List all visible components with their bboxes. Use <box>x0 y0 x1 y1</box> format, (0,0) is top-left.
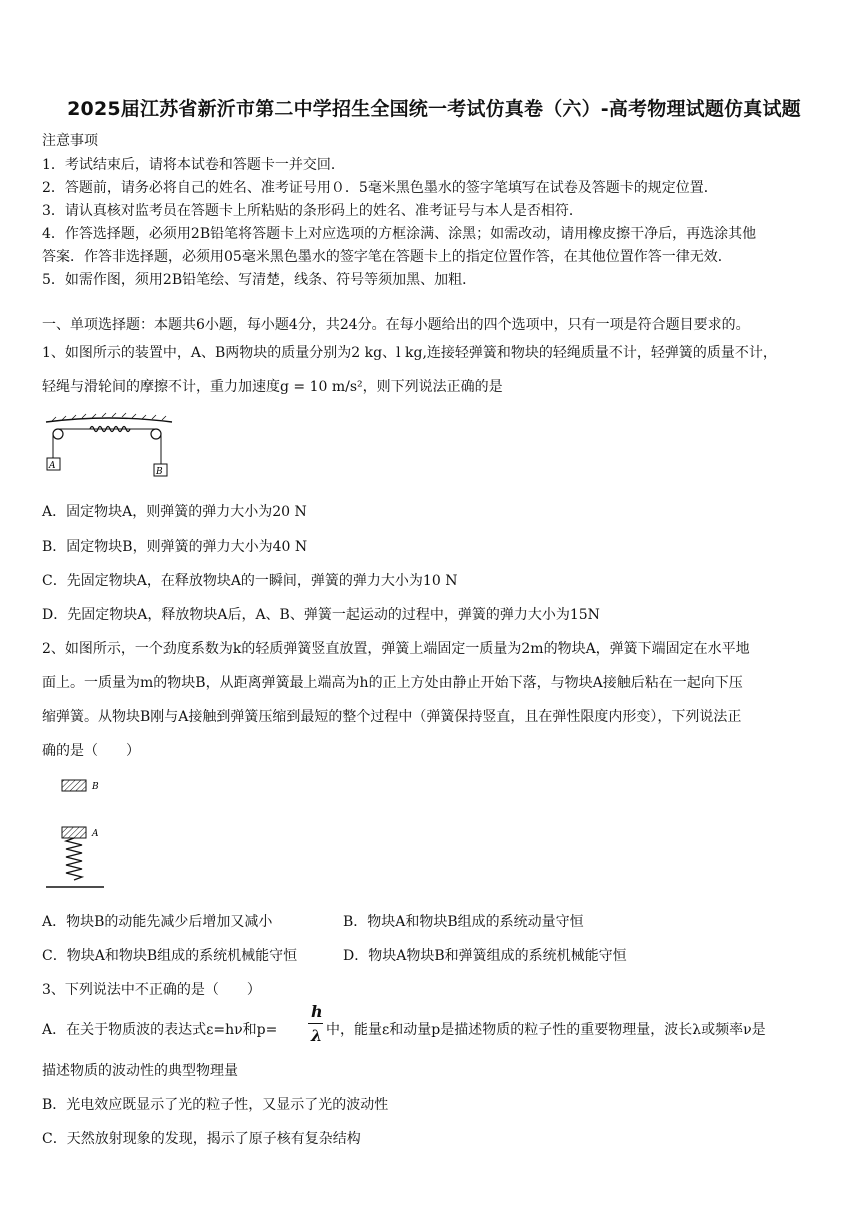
q2-label-b: B <box>92 782 99 792</box>
option-c: C．先固定物块A，在释放物块A的一瞬间，弹簧的弹力大小为10 N <box>42 573 458 589</box>
q1-label-a: A <box>49 461 56 471</box>
notice-heading: 注意事项 <box>42 133 98 149</box>
section-heading: 一、单项选择题：本题共6小题，每小题4分，共24分。在每小题给出的四个选项中，只有一项是符合题目要求的。 <box>42 317 750 333</box>
option-c: C．物块A和物块B组成的系统机械能守恒 <box>42 948 298 964</box>
question-stem: 2、如图所示，一个劲度系数为k的轻质弹簧竖直放置，弹簧上端固定一质量为2m的物块A，弹簧下端固定在水平地 <box>42 641 750 657</box>
fraction-denominator: λ <box>311 1026 323 1045</box>
option-a-continued: 描述物质的波动性的典型物理量 <box>42 1063 238 1079</box>
notice-item: 3．请认真核对监考员在答题卡上所粘贴的条形码上的姓名、准考证号与本人是否相符． <box>42 203 583 219</box>
question-stem: 3、下列说法中不正确的是（ ） <box>42 982 261 998</box>
notice-item: 2．答题前，请务必将自己的姓名、准考证号用０．5毫米黑色墨水的签字笔填写在试卷及答题卡的规定位置． <box>42 180 718 196</box>
notice-item: 5．如需作图，须用2B铅笔绘、写清楚，线条、符号等须加黑、加粗． <box>42 272 477 288</box>
question-stem: 轻绳与滑轮间的摩擦不计，重力加速度g = 10 m/s²，则下列说法正确的是 <box>42 379 503 395</box>
question-stem: 缩弹簧。从物块B刚与A接触到弹簧压缩到最短的整个过程中（弹簧保持竖直，且在弹性限度内形变），下列说法正 <box>42 709 742 725</box>
notice-item: 1．考试结束后，请将本试卷和答题卡一并交回． <box>42 157 345 173</box>
fraction-bar <box>308 1023 323 1024</box>
option-b: B．固定物块B，则弹簧的弹力大小为40 N <box>42 539 308 555</box>
q1-label-b: B <box>156 467 163 477</box>
option-b: B．物块A和物块B组成的系统动量守恒 <box>343 914 584 930</box>
fraction-numerator: h <box>311 1002 323 1021</box>
q2-figure <box>44 777 124 892</box>
option-b: B．光电效应既显示了光的粒子性，又显示了光的波动性 <box>42 1097 389 1113</box>
question-stem: 面上。一质量为m的物块B，从距离弹簧最上端高为h的正上方处由静止开始下落，与物块A接触后粘在一起向下压 <box>42 675 743 691</box>
option-a: A．物块B的动能先减少后增加又减小 <box>42 914 273 930</box>
option-d: D．先固定物块A，释放物块A后，A、B、弹簧一起运动的过程中，弹簧的弹力大小为15N <box>42 607 600 623</box>
option-c: C．天然放射现象的发现，揭示了原子核有复杂结构 <box>42 1131 361 1147</box>
option-a-part2: 中，能量ε和动量p是描述物质的粒子性的重要物理量，波长λ或频率ν是 <box>326 1022 766 1038</box>
page-title: 2025届江苏省新沂市第二中学招生全国统一考试仿真卷（六）-高考物理试题仿真试题 <box>67 98 801 120</box>
question-stem: 1、如图所示的装置中，A、B两物块的质量分别为2 kg、l kg,连接轻弹簧和物块的轻绳质量不计，轻弹簧的质量不计， <box>42 345 777 361</box>
option-d: D．物块A物块B和弹簧组成的系统机械能守恒 <box>343 948 627 964</box>
q1-figure <box>44 406 174 481</box>
q2-label-a: A <box>92 829 99 839</box>
option-a: A．固定物块A，则弹簧的弹力大小为20 N <box>42 504 307 520</box>
notice-item: 答案．作答非选择题，必须用05毫米黑色墨水的签字笔在答题卡上的指定位置作答，在其他位置作答一律无效． <box>42 249 732 265</box>
question-stem: 确的是（ ） <box>42 743 140 759</box>
notice-item: 4．作答选择题，必须用2B铅笔将答题卡上对应选项的方框涂满、涂黑；如需改动，请用橡皮擦干净后，再选涂其他 <box>42 226 757 242</box>
option-a-part1: A．在关于物质波的表达式ε=hν和p= <box>42 1022 278 1038</box>
